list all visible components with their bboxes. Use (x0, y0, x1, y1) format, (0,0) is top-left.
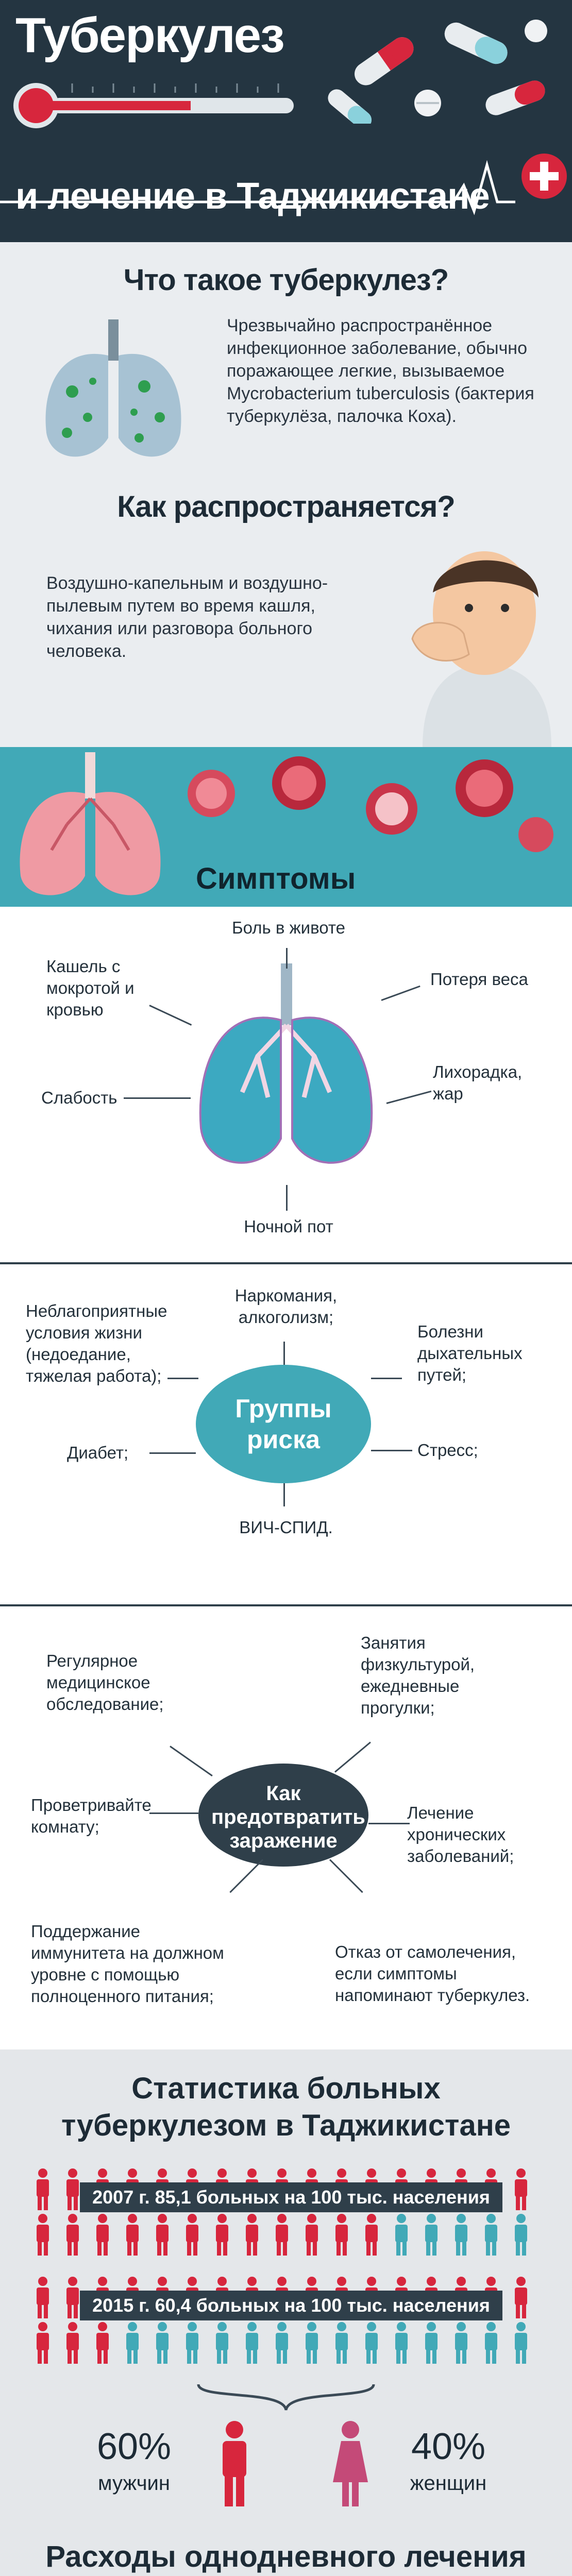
risk-conditions: Неблагоприятные условия жизни (недоедание, тяжелая работа); (26, 1301, 167, 1385)
spread-heading: Как распространяется? (117, 490, 455, 523)
person-icon (66, 2214, 79, 2256)
person-icon (37, 2322, 49, 2364)
person-icon (335, 2322, 348, 2364)
risk-section (0, 1264, 572, 1604)
person-icon (395, 2214, 408, 2256)
person-icon (37, 2168, 49, 2210)
thermometer-icon (10, 77, 299, 134)
symptom-night-sweat: Ночной пот (244, 1217, 333, 1236)
person-icon (515, 2277, 527, 2318)
person-icon (455, 2322, 467, 2364)
person-icon (485, 2322, 497, 2364)
person-icon (246, 2214, 258, 2256)
woman-icon (330, 2420, 371, 2508)
prevention-immunity: Поддержание иммунитета на должном уровне с помощью полноценного питания; (31, 1922, 224, 2006)
prevention-ventilate: Проветривайте комнату; (31, 1795, 152, 1836)
person-icon (66, 2322, 79, 2364)
symptom-fever: Лихорадка, жар (433, 1062, 523, 1103)
people-row-2007 (28, 2168, 544, 2261)
women-pct: 40% (411, 2426, 486, 2467)
women-label: женщин (410, 2472, 487, 2495)
what-is-text: Чрезвычайно распространённое инфекционное заболевание, обычно поражающее легкие, вызываемое Mycrobacterium tuberculosis (бактерия туберкулёза, палочка Коха). (227, 316, 534, 426)
symptoms-heading: Симптомы (196, 862, 356, 895)
person-icon (126, 2322, 139, 2364)
person-icon (365, 2214, 378, 2256)
person-icon (96, 2322, 109, 2364)
symptoms-section (0, 907, 572, 1262)
medical-cross-icon (521, 154, 567, 199)
stats-heading: Статистика больных туберкулезом в Таджикистане (61, 2072, 511, 2142)
what-is-section (0, 242, 572, 747)
prevention-heading: Как предотвратить заражение (211, 1782, 365, 1852)
person-icon (66, 2277, 79, 2318)
bar-2015-label: 2015 г. 60,4 больных на 100 тыс. населения (92, 2295, 490, 2316)
prevention-self: Отказ от самолечения, если симптомы напоминают туберкулез. (335, 1942, 530, 2005)
men-pct: 60% (96, 2426, 172, 2467)
heartbeat-icon (0, 155, 572, 216)
alveoli-icon (175, 752, 567, 855)
people-row-2015 (28, 2276, 544, 2369)
person-icon (515, 2168, 527, 2210)
risk-drugs: Наркомания, алкоголизм; (234, 1286, 338, 1327)
stats-section (0, 2049, 572, 2576)
person-icon (37, 2277, 49, 2318)
coughing-person-icon (381, 531, 557, 747)
person-icon (306, 2322, 318, 2364)
prevention-sport: Занятия физкультурой, ежедневные прогулки; (361, 1633, 475, 1717)
risk-diabetes: Диабет; (67, 1443, 129, 1462)
person-icon (126, 2214, 139, 2256)
person-icon (216, 2322, 228, 2364)
what-is-heading: Что такое туберкулез? (123, 263, 449, 297)
prevention-section (0, 1606, 572, 2049)
header-title-line1: Туберкулез (15, 8, 284, 63)
person-icon (425, 2322, 438, 2364)
person-icon (515, 2322, 527, 2364)
symptom-cough: Кашель с мокротой и кровью (46, 957, 134, 1019)
person-icon (186, 2214, 198, 2256)
person-icon (96, 2214, 109, 2256)
header-title-line2: и лечение в Таджикистане (15, 176, 490, 217)
pills-icon (319, 10, 562, 124)
person-icon (335, 2214, 348, 2256)
person-icon (395, 2322, 408, 2364)
symptoms-banner (0, 747, 572, 907)
costs-heading: Расходы однодневного лечения (45, 2540, 527, 2573)
person-icon (365, 2322, 378, 2364)
person-icon (216, 2214, 228, 2256)
risk-respiratory: Болезни дыхательных путей; (417, 1322, 523, 1384)
prevention-checkup: Регулярное медицинское обследование; (46, 1651, 164, 1714)
lungs-anatomy-icon (5, 752, 175, 902)
brace-icon (196, 2379, 376, 2415)
symptom-belly: Боль в животе (232, 918, 345, 937)
person-icon (425, 2214, 438, 2256)
person-icon (156, 2322, 169, 2364)
risk-stress: Стресс; (417, 1440, 478, 1460)
person-icon (276, 2214, 288, 2256)
symptoms-lungs-icon (186, 963, 386, 1180)
man-icon (216, 2420, 253, 2508)
person-icon (156, 2214, 169, 2256)
person-icon (66, 2168, 79, 2210)
spread-text: Воздушно-капельным и воздушно-пылевым путем во время кашля, чихания или разговора больного человека. (46, 573, 328, 661)
person-icon (485, 2214, 497, 2256)
men-label: мужчин (98, 2472, 170, 2495)
person-icon (37, 2214, 49, 2256)
person-icon (246, 2322, 258, 2364)
symptom-weakness: Слабость (41, 1088, 117, 1107)
risk-heading: Группы риска (235, 1394, 332, 1454)
person-icon (515, 2214, 527, 2256)
risk-hiv: ВИЧ-СПИД. (239, 1518, 333, 1537)
lungs-icon (31, 314, 196, 469)
person-icon (276, 2322, 288, 2364)
prevention-chronic: Лечение хронических заболеваний; (407, 1803, 514, 1866)
person-icon (186, 2322, 198, 2364)
symptom-weight: Потеря веса (430, 970, 528, 989)
person-icon (455, 2214, 467, 2256)
person-icon (306, 2214, 318, 2256)
header (0, 0, 572, 242)
bar-2007-label: 2007 г. 85,1 больных на 100 тыс. населения (92, 2187, 490, 2208)
